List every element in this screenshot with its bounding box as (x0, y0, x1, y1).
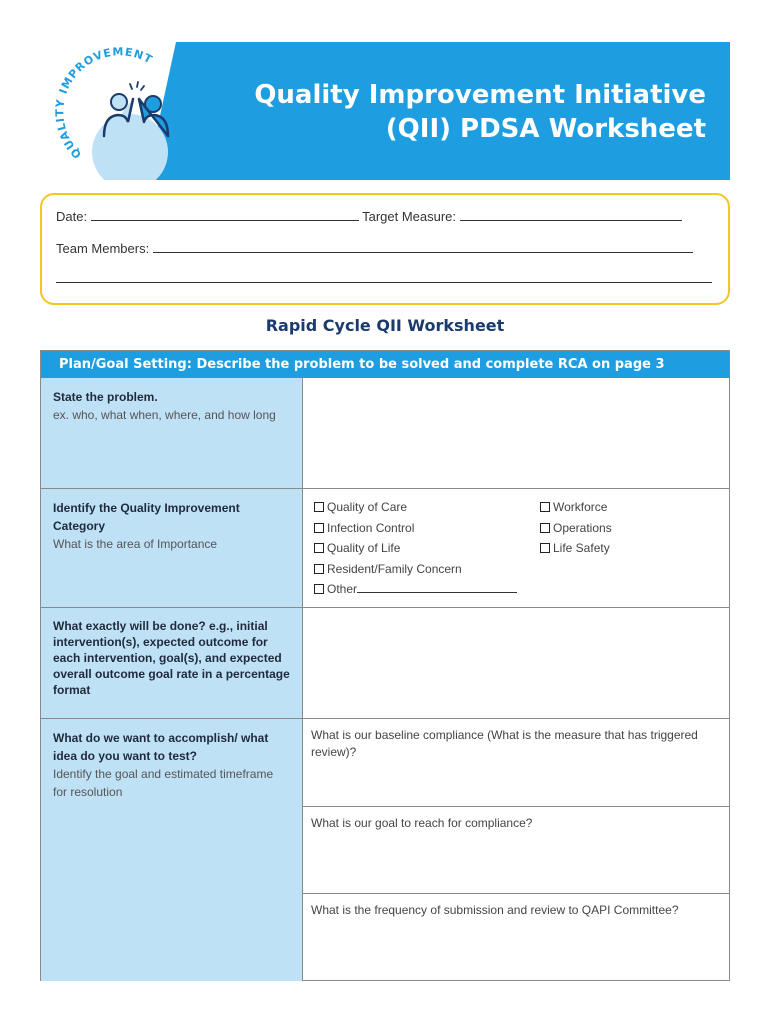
table-header: Plan/Goal Setting: Describe the problem to be solved and complete RCA on page 3 (41, 351, 729, 378)
checkbox-icon (540, 543, 550, 553)
worksheet-table (40, 350, 730, 981)
page-title (216, 78, 706, 146)
team-members-field[interactable] (153, 242, 693, 253)
row-title: What do we want to accomplish/ what idea do you want to test? (53, 731, 269, 763)
checkbox-workforce[interactable]: Workforce (540, 499, 607, 516)
baseline-compliance-field[interactable] (303, 719, 729, 807)
checkbox-quality-of-care[interactable]: Quality of Care (314, 499, 407, 516)
row-subtitle: ex. who, what when, where, and how long (53, 408, 276, 422)
frequency-field[interactable] (303, 894, 729, 981)
checkbox-icon (314, 584, 324, 594)
title-line-1: Quality Improvement Initiative (254, 80, 706, 110)
target-measure-field[interactable] (460, 210, 682, 221)
checkbox-icon (314, 543, 324, 553)
checkbox-icon (540, 523, 550, 533)
checkbox-operations[interactable]: Operations (540, 520, 612, 537)
info-box (40, 193, 730, 305)
target-measure-label: Target Measure: (362, 209, 457, 224)
title-line-2: (QII) PDSA Worksheet (385, 114, 706, 144)
category-cell (303, 489, 729, 608)
problem-field[interactable] (303, 378, 729, 489)
checkbox-icon (314, 502, 324, 512)
row-problem-label (41, 378, 303, 489)
checkbox-icon (314, 523, 324, 533)
date-label: Date: (56, 209, 88, 224)
team-row-2 (56, 271, 712, 286)
checkbox-life-safety[interactable]: Life Safety (540, 540, 610, 557)
checkbox-other[interactable]: Other (314, 581, 517, 598)
checkbox-quality-of-life[interactable]: Quality of Life (314, 540, 400, 557)
row-title: Identify the Quality Improvement Category (53, 501, 240, 533)
row-subtitle: What is the area of Importance (53, 537, 218, 551)
checkbox-icon (540, 502, 550, 512)
badge-arc-text: QUALITY IMPROVEMENT (53, 45, 155, 162)
question-text: What is the frequency of submission and review to QAPI Committee? (311, 903, 679, 917)
question-text: What is our goal to reach for compliance? (311, 816, 533, 830)
action-field[interactable] (303, 608, 729, 719)
row-goal-label (41, 719, 303, 981)
question-text: What is our baseline compliance (What is the measure that has triggered review)? (311, 728, 698, 759)
other-field[interactable] (357, 583, 517, 593)
date-row (56, 209, 682, 224)
date-field[interactable] (91, 210, 359, 221)
row-category-label (41, 489, 303, 608)
quality-improvement-badge (40, 42, 210, 180)
team-members-label: Team Members: (56, 241, 150, 256)
row-title: State the problem. (53, 390, 158, 404)
header-banner (40, 42, 730, 180)
row-subtitle: Identify the goal and estimated timeframe for resolution (53, 767, 274, 799)
person-left-head (111, 94, 127, 110)
team-row (56, 241, 693, 256)
checkbox-resident-family[interactable]: Resident/Family Concern (314, 561, 462, 578)
row-title: What exactly will be done? e.g., initial intervention(s), expected outcome for each intervention, goal(s), and expected overall outcome goal rate in a percentage format (53, 619, 290, 697)
team-members-field-2[interactable] (56, 272, 712, 283)
row-action-label (41, 608, 303, 719)
goal-compliance-field[interactable] (303, 807, 729, 894)
checkbox-infection-control[interactable]: Infection Control (314, 520, 414, 537)
checkbox-icon (314, 564, 324, 574)
section-title: Rapid Cycle QII Worksheet (265, 316, 505, 335)
